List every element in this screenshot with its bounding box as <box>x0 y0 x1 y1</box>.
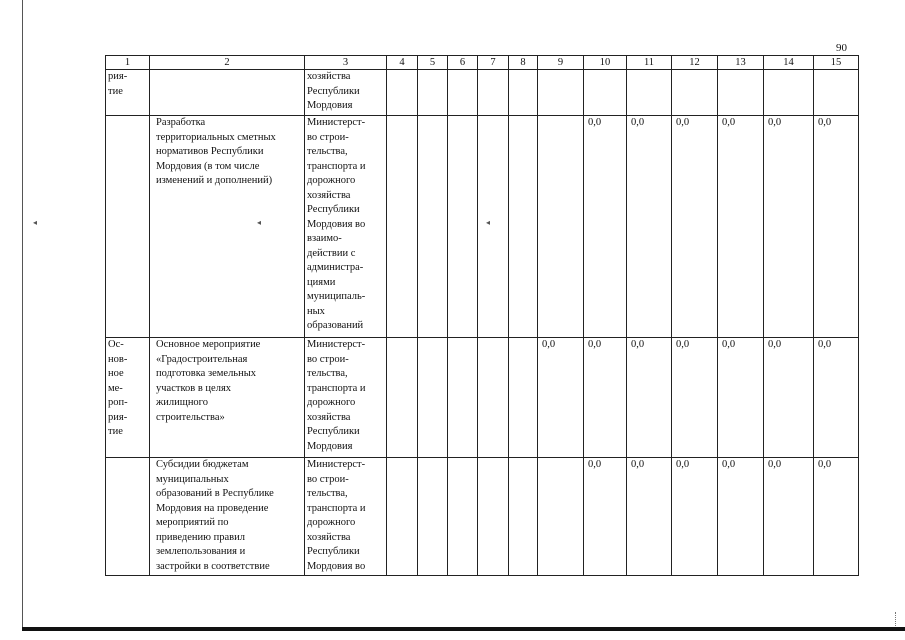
table-header-row <box>106 56 859 70</box>
value-cell-col-5 <box>418 70 448 116</box>
value-cell-col-11 <box>627 70 672 116</box>
column-number-8: 8 <box>509 56 538 70</box>
column-number-10: 10 <box>584 56 627 70</box>
responsible-executor-cell: Министерст- во строи- тельства, транспорта и дорожного хозяйства Республики Мордовия <box>305 338 387 458</box>
activity-type-cell <box>106 116 150 338</box>
column-number-4: 4 <box>387 56 418 70</box>
value-cell-col-9 <box>538 116 584 338</box>
value-cell-col-14: 0,0 <box>764 338 814 458</box>
value-cell-col-7 <box>478 70 509 116</box>
column-number-5: 5 <box>418 56 448 70</box>
table-row <box>106 116 859 338</box>
value-cell-col-5 <box>418 116 448 338</box>
value-cell-col-4 <box>387 70 418 116</box>
value-cell-col-14: 0,0 <box>764 458 814 576</box>
value-cell-col-10: 0,0 <box>584 116 627 338</box>
value-cell-col-15: 0,0 <box>814 116 859 338</box>
activity-name-cell <box>150 70 305 116</box>
value-cell-col-13: 0,0 <box>718 458 764 576</box>
value-cell-col-4 <box>387 116 418 338</box>
value-cell-col-6 <box>448 116 478 338</box>
value-cell-col-14 <box>764 70 814 116</box>
value-cell-col-12 <box>672 70 718 116</box>
column-number-2: 2 <box>150 56 305 70</box>
column-number-12: 12 <box>672 56 718 70</box>
value-cell-col-15: 0,0 <box>814 338 859 458</box>
value-cell-col-12: 0,0 <box>672 338 718 458</box>
page-number: 90 <box>836 42 847 54</box>
activity-name-cell: Субсидии бюджетам муниципальных образований в Республике Мордовия на проведение мероприятий по приведению правил землепользования и застройки в соответствие <box>150 458 305 576</box>
value-cell-col-15 <box>814 70 859 116</box>
value-cell-col-8 <box>509 338 538 458</box>
value-cell-col-5 <box>418 338 448 458</box>
value-cell-col-8 <box>509 458 538 576</box>
value-cell-col-13: 0,0 <box>718 116 764 338</box>
responsible-executor-cell: Министерст- во строи- тельства, транспорта и дорожного хозяйства Республики Мордовия во <box>305 458 387 576</box>
column-number-1: 1 <box>106 56 150 70</box>
value-cell-col-7 <box>478 116 509 338</box>
value-cell-col-11: 0,0 <box>627 458 672 576</box>
scan-mark <box>895 612 899 626</box>
activity-type-cell: Ос- нов- ное ме- роп- рия- тие <box>106 338 150 458</box>
column-number-13: 13 <box>718 56 764 70</box>
column-number-6: 6 <box>448 56 478 70</box>
value-cell-col-5 <box>418 458 448 576</box>
column-number-9: 9 <box>538 56 584 70</box>
stray-mark-col7: ◂ <box>486 218 491 227</box>
value-cell-col-12: 0,0 <box>672 116 718 338</box>
program-activities-table <box>105 55 859 576</box>
value-cell-col-10: 0,0 <box>584 458 627 576</box>
column-number-14: 14 <box>764 56 814 70</box>
stray-mark-left: ◂ <box>33 218 38 227</box>
table-row <box>106 338 859 458</box>
value-cell-col-13 <box>718 70 764 116</box>
value-cell-col-6 <box>448 70 478 116</box>
value-cell-col-11: 0,0 <box>627 338 672 458</box>
column-number-7: 7 <box>478 56 509 70</box>
table-row <box>106 70 859 116</box>
responsible-executor-cell: хозяйства Республики Мордовия <box>305 70 387 116</box>
value-cell-col-8 <box>509 70 538 116</box>
activity-name-cell: Основное мероприятие «Градостроительная подготовка земельных участков в целях жилищного строительства» <box>150 338 305 458</box>
value-cell-col-6 <box>448 458 478 576</box>
column-number-3: 3 <box>305 56 387 70</box>
value-cell-col-7 <box>478 458 509 576</box>
activity-type-cell: рия- тие <box>106 70 150 116</box>
value-cell-col-6 <box>448 338 478 458</box>
activity-type-cell <box>106 458 150 576</box>
value-cell-col-7 <box>478 338 509 458</box>
value-cell-col-13: 0,0 <box>718 338 764 458</box>
value-cell-col-12: 0,0 <box>672 458 718 576</box>
value-cell-col-4 <box>387 338 418 458</box>
activity-name-cell: Разработка территориальных сметных нормативов Республики Мордовия (в том числе изменений и дополнений) <box>150 116 305 338</box>
bottom-page-rule <box>22 627 905 631</box>
stray-mark-col2: ◂ <box>257 218 262 227</box>
value-cell-col-15: 0,0 <box>814 458 859 576</box>
value-cell-col-9 <box>538 458 584 576</box>
responsible-executor-cell: Министерст- во строи- тельства, транспорта и дорожного хозяйства Республики Мордовия во взаимо- действии с администра- циями муниципаль- ных образований <box>305 116 387 338</box>
value-cell-col-10: 0,0 <box>584 338 627 458</box>
left-margin-rule <box>22 0 23 628</box>
table-row <box>106 458 859 576</box>
value-cell-col-11: 0,0 <box>627 116 672 338</box>
value-cell-col-10 <box>584 70 627 116</box>
value-cell-col-9: 0,0 <box>538 338 584 458</box>
value-cell-col-4 <box>387 458 418 576</box>
value-cell-col-8 <box>509 116 538 338</box>
column-number-15: 15 <box>814 56 859 70</box>
column-number-11: 11 <box>627 56 672 70</box>
value-cell-col-9 <box>538 70 584 116</box>
value-cell-col-14: 0,0 <box>764 116 814 338</box>
